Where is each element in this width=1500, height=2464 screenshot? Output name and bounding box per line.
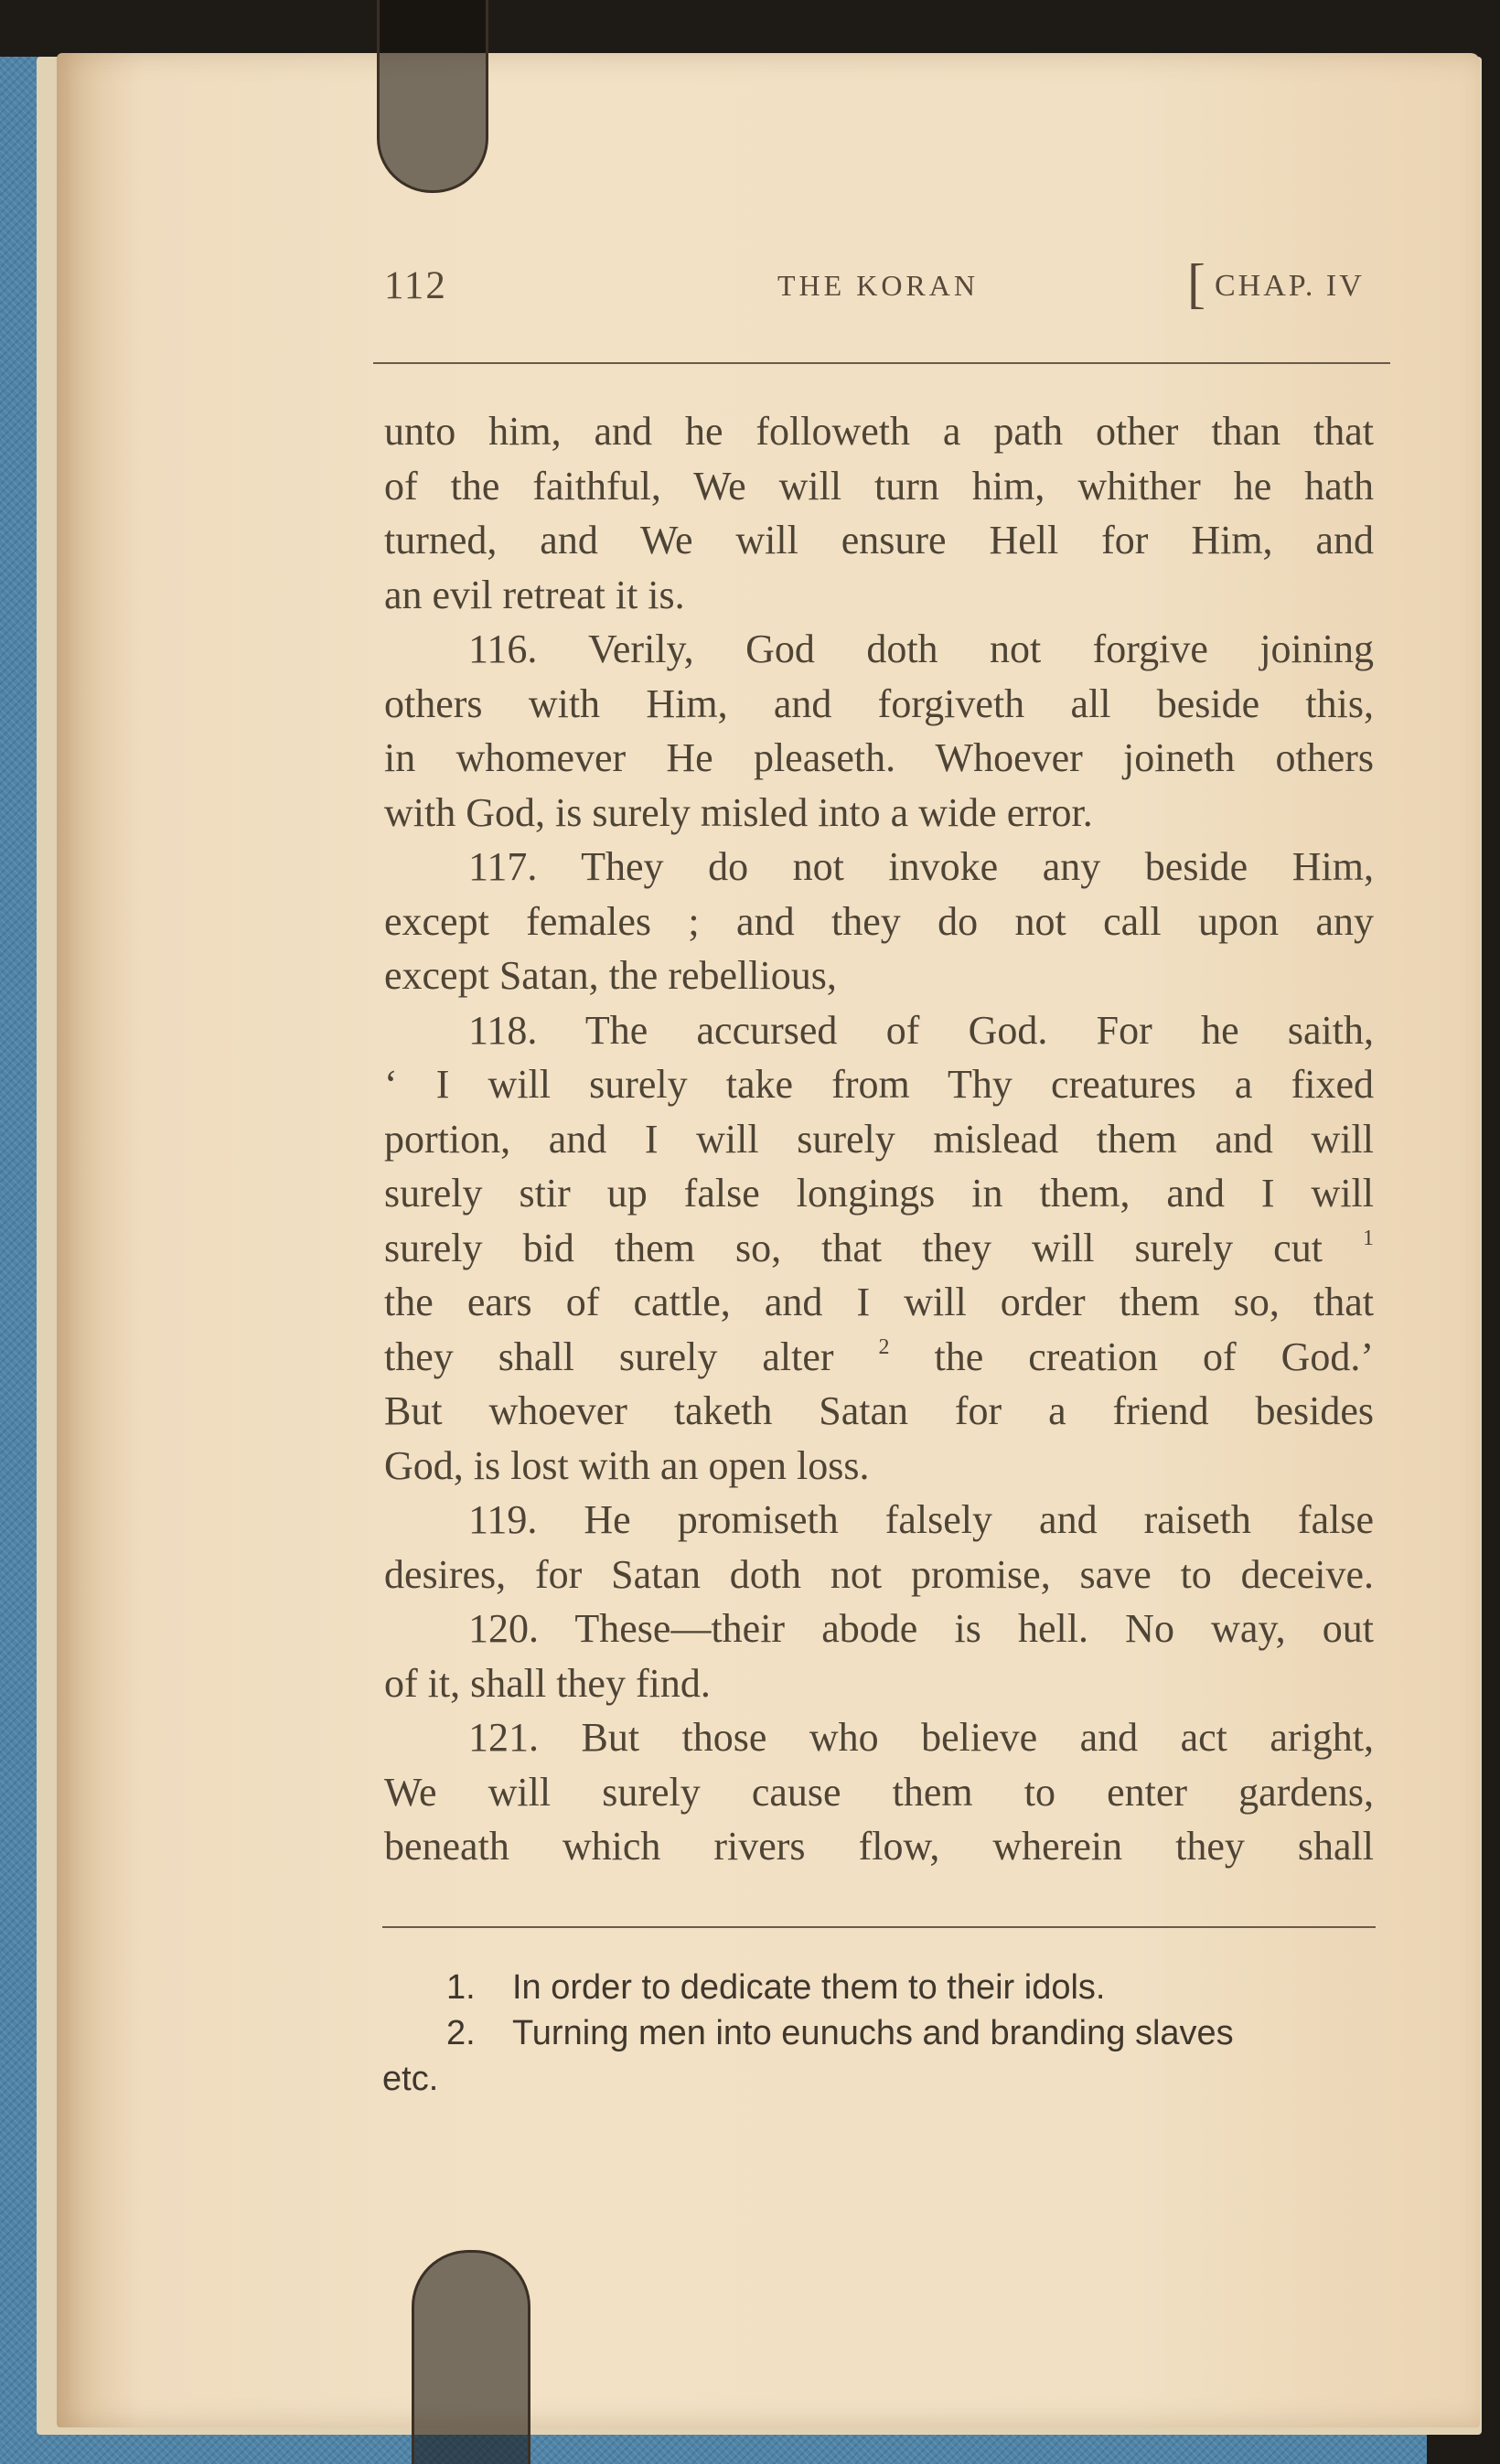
page-number: 112: [384, 264, 447, 307]
text-line: except females ; and they do not call upon any: [384, 898, 1374, 944]
verse-117: 117. They do not invoke any beside Him,: [468, 844, 1374, 889]
text-line: an evil retreat it is.: [384, 572, 685, 617]
bookmark-clip-bottom: [412, 2250, 530, 2464]
verse-116: 116. Verily, God doth not forgive joining: [468, 627, 1374, 671]
verse-120: 120. These—their abode is hell. No way, out: [468, 1606, 1374, 1651]
chapter-label: CHAP. IV: [1215, 269, 1365, 303]
text-line: of it, shall they find.: [384, 1660, 711, 1706]
text-line: with God, is surely misled into a wide error.: [384, 789, 1093, 835]
chapter-bracket: [: [1187, 253, 1205, 314]
text-segment: they shall surely alter: [384, 1334, 834, 1379]
text-line: of the faithful, We will turn him, whither he hath: [384, 463, 1374, 509]
footnote-rule: [382, 1926, 1376, 1928]
header-rule: [373, 362, 1390, 364]
text-line: We will surely cause them to enter gardens,: [384, 1769, 1374, 1815]
text-line: in whomever He pleaseth. Whoever joineth others: [384, 735, 1374, 780]
text-line-with-note: [384, 1221, 1374, 1276]
verse-118: 118. The accursed of God. For he saith,: [468, 1007, 1374, 1053]
text-line: desires, for Satan doth not promise, save to deceive.: [384, 1551, 1374, 1597]
note-ref: 1: [1363, 1226, 1374, 1250]
text-line: beneath which rivers flow, wherein they shall: [384, 1824, 1374, 1869]
verse-119: 119. He promiseth falsely and raiseth false: [468, 1497, 1374, 1542]
text-line: except Satan, the rebellious,: [384, 953, 837, 998]
text-line: unto him, and he followeth a path other than that: [384, 409, 1374, 454]
text-line: ‘ I will surely take from Thy creatures a fixed: [384, 1062, 1374, 1107]
running-header: [0, 253, 1500, 320]
footnote-text: Turning men into eunuchs and branding slaves: [512, 2014, 1234, 2052]
text-line: turned, and We will ensure Hell for Him, and: [384, 518, 1374, 562]
verse-121: 121. But those who believe and act aright,: [468, 1715, 1374, 1760]
footnote-text: In order to dedicate them to their idols.: [512, 1968, 1106, 2007]
footnote-marker: 2.: [446, 2014, 476, 2052]
running-title: THE KORAN: [777, 269, 979, 302]
footnote-marker: 1.: [446, 1968, 476, 2007]
text-line: the ears of cattle, and I will order them so, that: [384, 1280, 1374, 1324]
footnote-2: [382, 2010, 1376, 2056]
text-segment: surely bid them so, that they will surely cut: [384, 1225, 1323, 1270]
footnote-continuation: etc.: [382, 2060, 439, 2098]
footnotes: [382, 1965, 1376, 2102]
text-line: surely stir up false longings in them, and I will: [384, 1171, 1374, 1216]
text-line: But whoever taketh Satan for a friend besides: [384, 1388, 1374, 1433]
bookmark-clip-top: [377, 0, 488, 193]
text-line: God, is lost with an open loss.: [384, 1442, 870, 1488]
text-line: portion, and I will surely mislead them and will: [384, 1116, 1374, 1162]
text-line: others with Him, and forgiveth all beside this,: [384, 680, 1374, 726]
text-line-with-note: [384, 1330, 1374, 1385]
text-segment: the creation of God.’: [934, 1334, 1375, 1379]
body-text: [384, 404, 1374, 1874]
footnote-1: [382, 1965, 1376, 2010]
note-ref: 2: [878, 1334, 890, 1359]
